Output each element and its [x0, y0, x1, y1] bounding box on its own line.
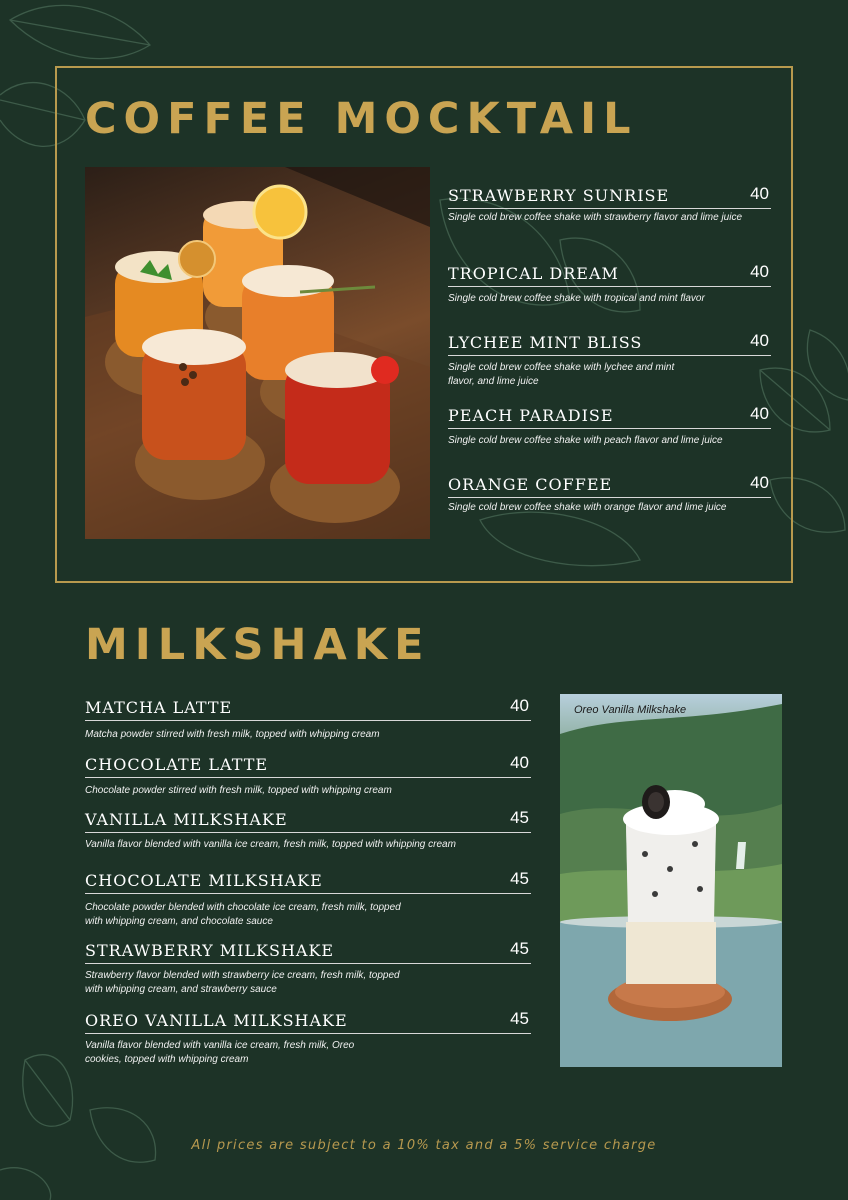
item-description: Vanilla flavor blended with vanilla ice cream, fresh milk, topped with whipping cream — [85, 839, 456, 850]
item-description: Single cold brew coffee shake with tropical and mint flavor — [448, 293, 705, 304]
menu-item — [448, 475, 771, 519]
item-description: Single cold brew coffee shake with peach flavor and lime juice — [448, 435, 723, 446]
item-description: Vanilla flavor blended with vanilla ice cream, fresh milk, Oreo cookies, topped with whipping cream — [85, 1040, 355, 1065]
item-name: LYCHEE MINT BLISS — [448, 333, 643, 352]
menu-item — [448, 333, 771, 393]
item-divider — [448, 497, 771, 498]
item-name: VANILLA MILKSHAKE — [85, 810, 288, 829]
menu-item — [85, 941, 531, 1001]
item-price: 45 — [510, 1009, 529, 1028]
oreo-milkshake-photo — [560, 694, 782, 1067]
item-price: 40 — [750, 331, 769, 350]
item-price: 40 — [750, 184, 769, 203]
item-name: ORANGE COFFEE — [448, 475, 613, 494]
item-price: 45 — [510, 939, 529, 958]
item-divider — [85, 893, 531, 894]
photo-caption: Oreo Vanilla Milkshake — [574, 704, 687, 716]
item-name: CHOCOLATE LATTE — [85, 755, 269, 774]
menu-item — [85, 871, 531, 931]
menu-item — [85, 698, 531, 744]
item-divider — [85, 832, 531, 833]
menu-item — [85, 1011, 531, 1071]
item-name: CHOCOLATE MILKSHAKE — [85, 871, 323, 890]
item-description: Single cold brew coffee shake with lychee and mint flavor, and lime juice — [448, 362, 675, 387]
item-name: STRAWBERRY MILKSHAKE — [85, 941, 335, 960]
item-price: 40 — [510, 753, 529, 772]
item-description: Chocolate powder stirred with fresh milk, topped with whipping cream — [85, 785, 392, 796]
item-description: Single cold brew coffee shake with orange flavor and lime juice — [448, 502, 727, 513]
item-divider — [85, 963, 531, 964]
menu-item — [448, 264, 771, 308]
milkshake-heading: MILKSHAKE — [85, 620, 431, 670]
item-name: PEACH PARADISE — [448, 406, 614, 425]
item-price: 40 — [750, 262, 769, 281]
item-name: OREO VANILLA MILKSHAKE — [85, 1011, 348, 1030]
coffee-mocktail-photo — [85, 167, 430, 539]
item-description: Matcha powder stirred with fresh milk, topped with whipping cream — [85, 729, 380, 740]
item-description: Strawberry flavor blended with strawberry ice cream, fresh milk, topped with whipping cream, and strawberry sauce — [85, 970, 400, 995]
item-price: 40 — [750, 473, 769, 492]
item-description: Single cold brew coffee shake with strawberry flavor and lime juice — [448, 212, 743, 223]
item-name: TROPICAL DREAM — [448, 264, 619, 283]
price-note: All prices are subject to a 10% tax and a 5% service charge — [191, 1138, 657, 1153]
menu-item — [85, 810, 531, 856]
item-divider — [85, 1033, 531, 1034]
item-divider — [85, 720, 531, 721]
item-divider — [448, 286, 771, 287]
menu-item — [85, 755, 531, 801]
item-price: 40 — [510, 696, 529, 715]
item-description: Chocolate powder blended with chocolate ice cream, fresh milk, topped with whipping cream, and chocolate sauce — [85, 902, 401, 927]
item-price: 45 — [510, 869, 529, 888]
item-divider — [448, 355, 771, 356]
coffee-mocktail-heading: COFFEE MOCKTAIL — [85, 94, 638, 144]
item-divider — [448, 428, 771, 429]
item-divider — [448, 208, 771, 209]
item-name: STRAWBERRY SUNRISE — [448, 186, 670, 205]
item-price: 45 — [510, 808, 529, 827]
menu-item — [448, 186, 771, 230]
item-price: 40 — [750, 404, 769, 423]
item-name: MATCHA LATTE — [85, 698, 233, 717]
item-divider — [85, 777, 531, 778]
menu-item — [448, 406, 771, 450]
